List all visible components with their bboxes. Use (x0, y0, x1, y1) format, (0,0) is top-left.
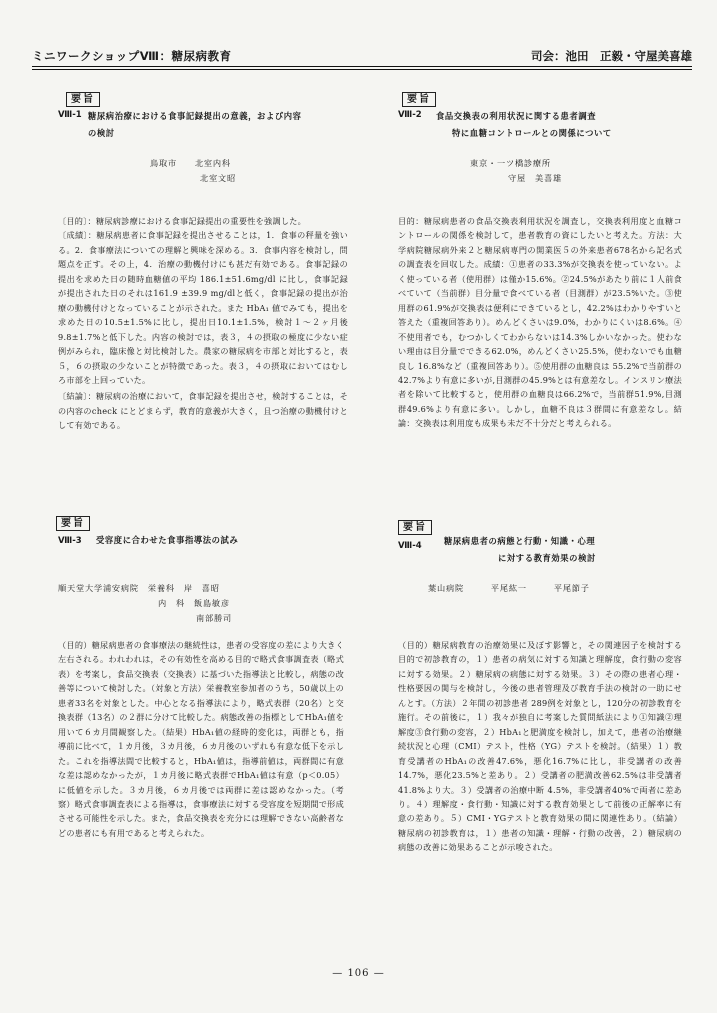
abstract-badge: 要旨 (66, 92, 100, 107)
abstract-body (398, 214, 682, 431)
affiliation-author: 北室文昭 (200, 173, 236, 183)
title-line: 食品交換表の利用状況に関する患者調査 (436, 111, 597, 121)
abstract-number: Ⅷ-1 (58, 110, 82, 120)
abstract-number: Ⅷ-4 (398, 541, 422, 551)
header-rule (32, 66, 692, 67)
abstract-badge: 要旨 (56, 516, 90, 531)
abstract-body (398, 638, 682, 855)
abstract-badge: 要旨 (402, 92, 436, 107)
title-line: 受容度に合わせた食事指導法の試み (96, 535, 239, 545)
abstract-number: Ⅷ-2 (398, 110, 422, 120)
body-paragraph: 目的：糖尿病患者の食品交換表利用状況を調査し，交換表利用度と血糖コントロールの関係を検討して，患者教育の資にしたいと考えた。方法：大学病院糖尿病外来２と糖尿病専門の開業医５の外来患者678名から記名式の調査表を回収した。成績：①患者の33.3%が交換表を使っていない。よく使っている者（使用群）は僅か15.6%。②24.5%があたり前に１人前食べていて（当前群）目分量で食べている者（目測群）が23.5%いた。③使用群の61.9%が交換表は便利にできているとし，42.2%はわかりやすいと答えた（重複回答あり）。めんどくさいは9.0%，わかりにくいは8.6%。④不使用者でも，むつかしくてわからないは14.3%しかいなかった。使わない理由は目分量でできる62.0%，めんどくさい25.5%，使わないでも血糖良し 16.8%など（重複回答あり）。⑤使用群の血糖良は 55.2%で当前群の 42.7%より有意に多いが,目測群の45.9%とは有意差なし。インスリン療法者を除いて比較すると，使用群の血糖良は66.2%で，当前群51.9%,目測群49.6%より有意に多い。しかし，血糖不良は３群間に有意差なし。結論：交換表は利用度も成果も未だ不十分だと考えられる。 (398, 216, 682, 429)
abstract-body (58, 214, 348, 433)
abstract-title (88, 108, 348, 142)
header-rule-thin (32, 69, 692, 70)
body-paragraph: （目的）糖尿病患者の食事療法の継続性は，患者の受容度の差により大きく左右される。われわれは，その有効性を高める目的で略式食事調査表（略式表）を考案し，食品交換表（交換表）に基づいた指導法と比較し，病態の改善等について検討した。（対象と方法）栄養教室参加者のうち，50歳以上の患者33名を対象とした。中心となる指導法により，略式表群（20名）と交換表群（13名）の２群に分けて比較した。病態改善の指標としてHbA₁値を用いて６カ月間観察した。（結果）HbA₁値の経時的変化は，両群とも，指導前に比べて，１カ月後，３カ月後，６カ月後のいずれも有意な低下を示した。これを指導法間で比較すると，HbA₁値は，指導前値は，両群間に有意な差は認めなかったが，１カ月後に略式表群でHbA₁値は有意（p＜0.05）に低値を示した。３カ月後，６カ月後では両群に差は認めなかった。（考察）略式食事調査表による指導は，食事療法に対する受容度を短期間で形成させる可能性を示した。また，食品交換表を充分には理解できない高齢者などの患者にも有用であると考えられた。 (58, 640, 344, 838)
title-line: 糖尿病患者の病態と行動・知識・心理 (444, 536, 596, 546)
abstract-title (436, 108, 676, 142)
affiliation-institution: 順天堂大学浦安病院 栄養科 岸 喜昭 (58, 583, 220, 593)
affiliation-institution: 鳥取市 北室内科 (150, 158, 231, 168)
title-line: 特に血糖コントロールとの関係について (452, 128, 612, 138)
title-line: に対する教育効果の検討 (498, 553, 596, 563)
body-paragraph: 〔目的〕：糖尿病診療における食事記録提出の重要性を強調した。 (58, 216, 307, 226)
abstract-number: Ⅷ-3 (58, 536, 82, 546)
abstract-badge: 要旨 (398, 520, 432, 535)
page-header (32, 48, 692, 68)
chairpersons: 司会：池田 正毅・守屋美喜雄 (531, 49, 692, 63)
body-paragraph: （目的）糖尿病教育の治療効果に及ぼす影響と，その関連因子を検討する目的で初診教育の，１）患者の病気に対する知識と理解度，食行動の変容に対する効果。２）糖尿病の病態に対する効果。３）その際の患者心理・性格要因の関与を検討し，今後の患者管理及び教育手法の検討の一助にせんとす。（方法）２年間の初診患者 289例を対象とし，120分の初診教育を施行。その前後に，１）我々が独自に考案した質問紙法により①知識②理解度③食行動の変容，２）HbA₁と肥満度を検討し，加えて，患者の治療継続状況と心理（CMI）テスト，性格（YG）テストを検討。（結果）１）教育受講者のHbA₁の改善47.6%，悪化16.7%に比し，非受講者の改善14.7%，悪化23.5%と差あり。２）受講者の肥満改善62.5%は非受講者41.8%より大。３）受講者の治療中断 4.5%，非受講者40%で両者に差あり。４）理解度・食行動・知識に対する教育効果として前後の正解率に有意の差あり。５）CMI・YGテストと教育効果の間に関連性あり。（結論）糖尿病の初診教育は，１）患者の知識・理解・行動の改善，２）糖尿病の病態の改善に効果あることが示唆された。 (398, 640, 682, 853)
title-line: 糖尿病治療における食事記録提出の意義，および内容 (88, 111, 302, 121)
affiliation-author: 守屋 美喜雄 (508, 173, 562, 183)
abstract-title (444, 533, 684, 567)
title-line: の検討 (88, 128, 115, 138)
workshop-title: ミニワークショップⅧ：糖尿病教育 (32, 49, 232, 63)
abstract-title (96, 532, 346, 549)
affiliation-author: 南部勝司 (196, 613, 232, 623)
affiliation-institution: 東京・一ツ橋診療所 (470, 158, 551, 168)
body-paragraph: 〔成績〕：糖尿病患者に食事記録を提出させることは，1．食事の秤量を強いる。2．食事療法についての理解と興味を深める。3．食事内容を検討し，問題点を正す。その上，4．治療の動機付けにも甚だ有効である。食事記録の提出を求めた日の随時血糖値の平均 186.1±51.6mg/dl に比し，食事記録が提出された日のそれは161.9 ±39.9 mg/dlと低く，食事記録の提出が治療の動機付けとなっていることが示された。また HbA₁ 値でみても，提出を求めた日の10.5±1.5%に比し，提出日10.1±1.5%，検討１～２ヶ月後 9.8±1.7%と低下した。内容の検討では，表３，４の摂取の極度に少ない症例がみられ，臨床像と対比検討した。農家の糖尿病を市部と対比すると，表５，６の摂取の少ないことが特徴であった。表３，４の摂取においてはむしろ市部を上回っていた。 (58, 230, 348, 385)
affiliation-department: 内 科 飯島敏彦 (158, 598, 230, 608)
abstract-body (58, 638, 344, 840)
page-number: — 106 — (332, 968, 385, 979)
affiliation-line: 葉山病院 平尾紘一 平尾節子 (428, 583, 590, 593)
body-paragraph: 〔結論〕：糖尿病の治療において，食事記録を提出させ，検討することは，その内容のcheck にとどまらず，教育的意義が大きく，且つ治療の動機付けとして有効である。 (58, 391, 348, 431)
